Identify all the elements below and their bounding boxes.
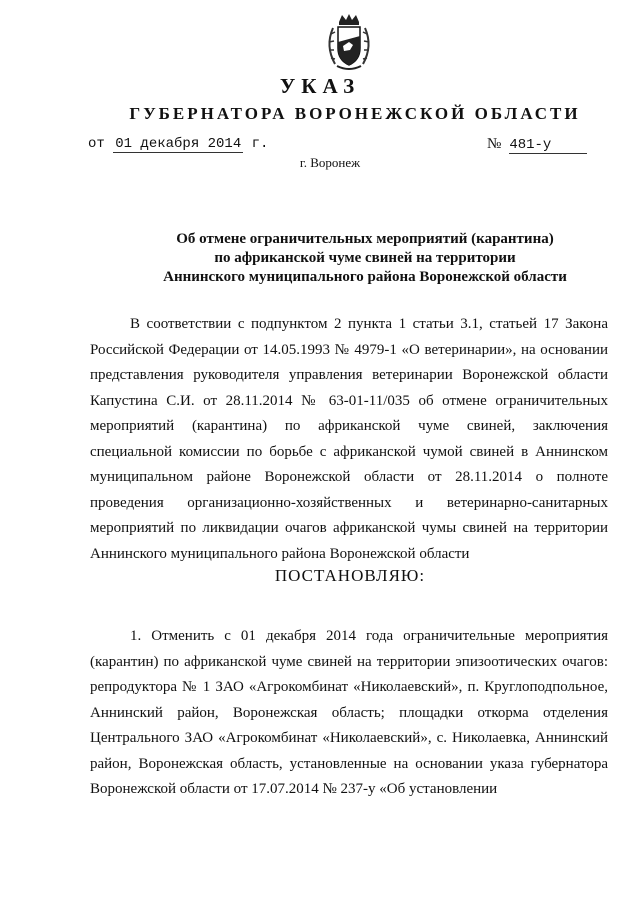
issuer-title: ГУБЕРНАТОРА ВОРОНЕЖСКОЙ ОБЛАСТИ: [129, 104, 581, 123]
decree-subject: [120, 230, 610, 287]
preamble-text: В соответствии с подпунктом 2 пункта 1 статьи 3.1, статьей 17 Закона Российской Федерации от 14.05.1993 № 4979-1 «О ветеринарии», на основании представления руководителя управления ветеринарии Воронежской области Капустина С.И. от 28.11.2014 № 63-01-11/035 об отмене ограничительных мероприятий (карантина) по африканской чуме свиней, заключения специальной комиссии по борьбе с африканской чумой свиней в Аннинском муниципальном районе Воронежской области от 28.11.2014 о полноте проведения организационно-хозяйственных и ветеринарно-санитарных мероприятий по ликвидации очагов африканской чумы свиней на территории Аннинского муниципального района Воронежской области: [90, 316, 608, 562]
city-label: г. Воронеж: [299, 155, 361, 170]
preamble-paragraph: [90, 312, 608, 567]
clause-1-paragraph: [90, 624, 608, 803]
document-number: 481-у: [509, 137, 587, 154]
voronezh-coat-of-arms-icon: [323, 12, 375, 72]
date-value: 01 декабря 2014: [115, 136, 242, 152]
date-suffix: г.: [251, 136, 269, 152]
document-number-line: [487, 136, 587, 154]
subject-line-1: Об отмене ограничительных мероприятий (карантина): [176, 231, 554, 247]
subject-line-2: по африканской чуме свиней на территории: [214, 250, 516, 266]
subject-line-3: Аннинского муниципального района Воронежской области: [163, 269, 567, 285]
date-line: [88, 136, 268, 153]
document-type-title: УКАЗ: [279, 74, 361, 98]
clause-1-text: 1. Отменить с 01 декабря 2014 года ограничительные мероприятия (карантин) по африканской чуме свиней на территории эпизоотических очагов: репродуктора № 1 ЗАО «Агрокомбинат «Николаевский», п. Круглоподпольное, Аннинский район, Воронежская область; площадки откорма отделения Центрального ЗАО «Агрокомбинат «Николаевский», с. Николаевка, Аннинский район, Воронежская область, установленные на основании указа губернатора Воронежской области от 17.07.2014 № 237-у «Об установлении: [90, 628, 608, 797]
date-prefix: от: [88, 136, 105, 152]
number-sign: №: [487, 136, 502, 152]
decree-heading: ПОСТАНОВЛЯЮ:: [274, 566, 426, 585]
